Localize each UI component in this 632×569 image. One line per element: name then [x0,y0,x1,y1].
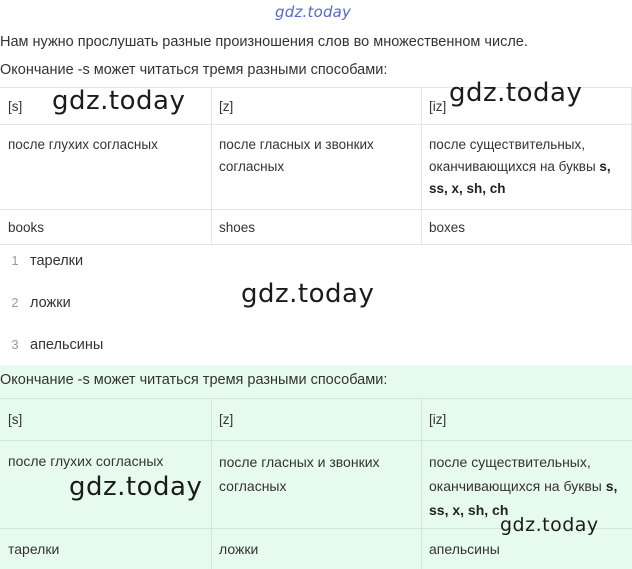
table-divider [421,87,422,244]
watermark: gdz.today [500,514,599,536]
watermark: gdz.today [241,279,375,309]
answer-rule-iz-text: после существительных, оканчивающихся на буквы [429,454,602,494]
table-header-iz: [iz] [429,99,447,114]
table-rule-s: после глухих согласных [8,137,158,152]
list-item [0,253,83,269]
list-item [0,337,103,353]
list-text: апельсины [30,337,104,353]
table-divider [211,398,212,569]
list-number: 1 [11,253,19,268]
table-divider [211,87,212,244]
answer-header-z: [z] [219,412,234,427]
answer-rule-s: после глухих согласных [8,453,164,469]
intro-line-2: Окончание -s может читаться тремя разными способами: [0,62,388,78]
table-header-z: [z] [219,99,234,114]
table-border [0,209,632,210]
answer-header-s: [s] [8,412,23,427]
table-header-s: [s] [8,99,23,114]
list-number: 2 [11,295,19,310]
list-text: тарелки [30,253,84,269]
table-border [0,244,632,245]
table-rule-iz-letters: s, ss, x, sh, ch [429,159,611,196]
site-logo[interactable]: gdz.today [275,3,352,21]
table-rule-iz [429,134,629,200]
watermark: gdz.today [52,86,186,116]
list-text: ложки [30,295,71,311]
table-example-s: books [8,220,45,235]
table-rule-iz-text: после существительных, оканчивающихся на буквы [429,137,596,174]
answer-example-iz: апельсины [429,541,500,557]
answer-example-s: тарелки [8,541,60,557]
list-number: 3 [11,337,19,352]
intro-line-1: Нам нужно прослушать разные произношения слов во множественном числе. [0,34,528,50]
table-border [0,440,632,441]
answer-rule-iz [429,450,629,522]
answer-rule-iz-letters: s, ss, x, sh, ch [429,478,618,518]
table-border-top [0,398,632,399]
watermark: gdz.today [69,472,203,502]
answer-example-z: ложки [219,541,259,557]
table-example-z: shoes [219,220,256,235]
table-rule-z: после гласных и звонких согласных [219,137,374,174]
answer-block-title: Окончание -s может читаться тремя разными способами: [0,372,388,388]
table-border [0,124,632,125]
list-item [0,295,71,311]
table-divider [421,398,422,569]
answer-header-iz: [iz] [429,412,447,427]
watermark: gdz.today [449,78,583,108]
table-example-iz: boxes [429,220,466,235]
answer-rule-z: после гласных и звонких согласных [219,454,380,494]
